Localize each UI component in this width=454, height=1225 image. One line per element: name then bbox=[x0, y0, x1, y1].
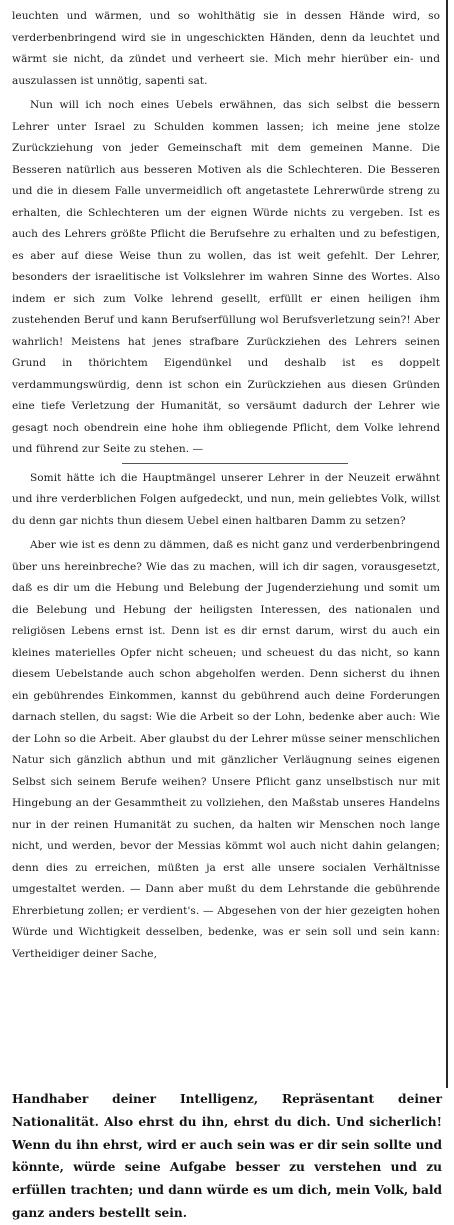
paragraph-remedy: Aber wie ist es denn zu dämmen, daß es nicht ganz und verderbenbringend über uns hereinbreche? Wie das zu machen, will ich dir sagen, vorausgesetzt, daß es dir um die Hebung und Belebung der Jugenderziehung und somit um die Belebung und Hebung der heiligsten Interessen, des nationalen und religiösen Lebens ernst ist. Denn ist es dir ernst darum, wirst du auch ein kleines materielles Opfer nicht scheuen; und scheuest du das nicht, so kann diesem Uebelstande auch schon abgeholfen werden. Denn sicherst du ihnen ein gebührendes Einkommen, kannst du gebührend auch deine Forderungen darnach stellen, du sagst: Wie die Arbeit so der Lohn, bedenke aber auch: Wie der Lohn so die Arbeit. Aber glaubst du der Lehrer müsse seiner menschlichen Natur sich gänzlich abthun und mit gänzlicher Verläugnung seines eigenen Selbst sich seinem Berufe weihen? Unsere Pflicht ganz unselbstisch nur mit Hingebung an der Gesammtheit zu vollziehen, den Maßstab unseres Handelns nur in der reinen Humanität zu suchen, da halten wir Menschen noch lange nicht, und werden, bevor der Messias kömmt wol auch nicht dahin gelangen; denn dies zu erreichen, müßten ja erst alle unsere socialen Verhältnisse umgestaltet werden. — Dann aber mußt du dem Lehrstande die gebührende Ehrerbietung zollen; er verdient's. — Abgesehen von der hier gezeigten hohen Würde und Wichtigkeit desselben, bedenke, was er sein soll und sein kann: Vertheidiger deiner Sache, bbox=[12, 539, 440, 960]
paragraph-main-defects: Somit hätte ich die Hauptmängel unserer Lehrer in der Neuzeit erwähnt und ihre verderblichen Folgen aufgedeckt, und nun, mein geliebtes Volk, willst du denn gar nichts thun diesem Uebel einen haltbaren Damm zu setzen? bbox=[12, 471, 440, 527]
text-column bbox=[12, 6, 440, 965]
closing-block bbox=[12, 1088, 442, 1225]
column-rule bbox=[446, 0, 448, 1088]
paragraph-teacher-withdrawal: Nun will ich noch eines Uebels erwähnen, das sich selbst die bessern Lehrer unter Israel zu Schulden kommen lassen; ich meine jene stolze Zurückziehung von jeder Gemeinschaft mit dem gemeinen Manne. Die Besseren natürlich aus besseren Motiven als die Schlechteren. Die Besseren und die in diesem Falle unvermeidlich oft angetastete Lehrerwürde streng zu erhalten, die Schlechteren um der eignen Würde nichts zu vergeben. Ist es auch des Lehrers größte Pflicht die Berufsehre zu erhalten und zu befestigen, es aber auf diese Weise thun zu wollen, das ist weit gefehlt. Der Lehrer, besonders der israelitische ist Volkslehrer im wahren Sinne des Wortes. Also indem er sich zum Volke lehrend gesellt, erfüllt er einen heiligen ihm zustehenden Beruf und kann Berufserfüllung wol Berufsverletzung sein?! Aber wahrlich! Meistens hat jenes strafbare Zurückziehen des Lehrers seinen Grund in thörichtem Eigendünkel und deshalb ist es doppelt verdammungswürdig, denn ist schon ein Zurückziehen aus diesen Gründen eine tiefe Verletzung der Humanität, so versäumt dadurch der Lehrer wie gesagt noch obendrein eine hohe ihm obliegende Pflicht, dem Volke lehrend und führend zur Seite zu stehen. — bbox=[12, 99, 440, 455]
section-separator bbox=[122, 463, 348, 464]
paragraph-closing: Handhaber deiner Intelligenz, Repräsentant deiner Nationalität. Also ehrst du ihn, ehrst du dich. Und sicherlich! Wenn du ihn ehrst, wird er auch sein was er dir sein sollte und könnte, würde seine Aufgabe besser zu verstehen und zu erfüllen trachten; und dann würde es um dich, mein Volk, bald ganz anders bestellt sein. bbox=[12, 1092, 442, 1220]
paragraph-continuation: leuchten und wärmen, und so wohlthätig sie in dessen Hände wird, so verderbenbringend wird sie in ungeschickten Händen, denn da leuchtet und wärmt sie nicht, da zündet und verheert sie. Mich mehr hierüber ein- und auszulassen ist unnötig, sapenti sat. bbox=[12, 10, 440, 87]
